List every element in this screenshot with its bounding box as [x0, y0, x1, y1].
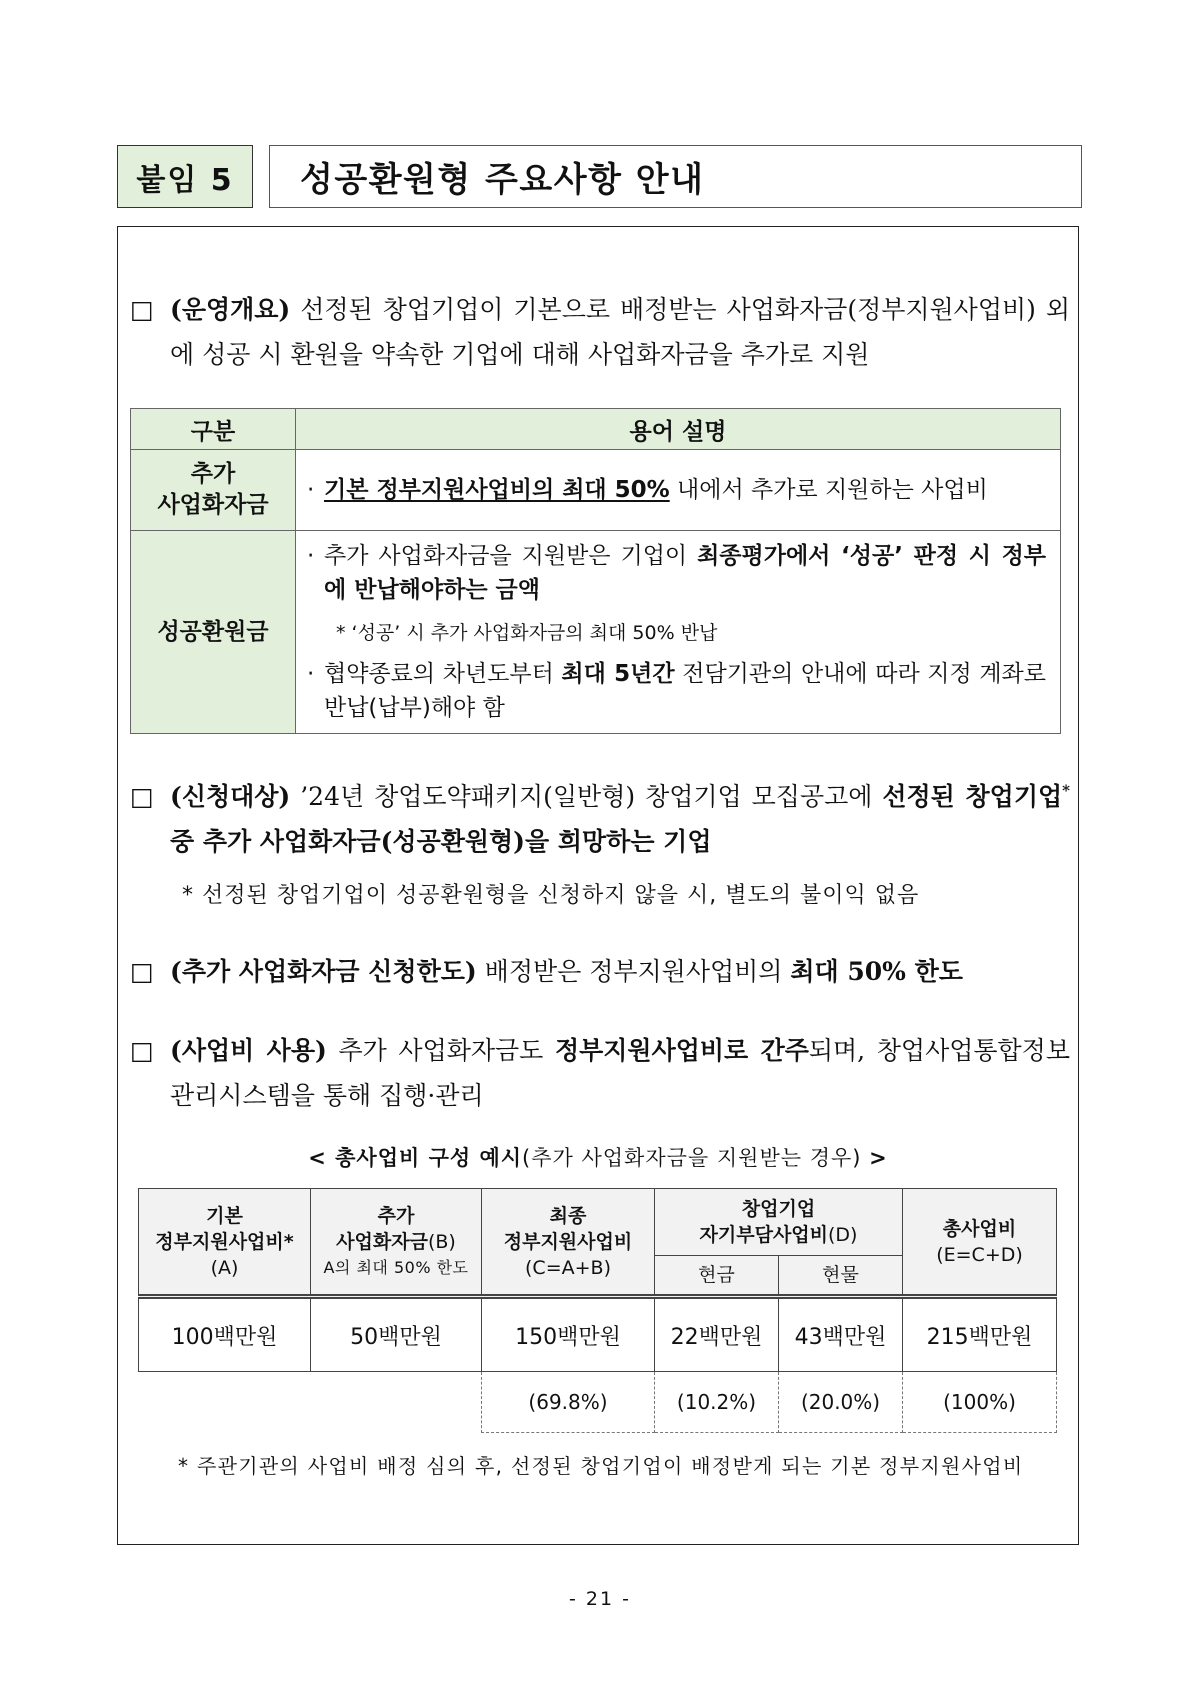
caption-close: >	[869, 1146, 888, 1170]
share-cell: (20.0%)	[779, 1372, 903, 1433]
header-line: (A)	[210, 1256, 239, 1279]
description-text: 내에서 추가로 지원하는 사업비	[669, 477, 988, 503]
eligibility-note: * 선정된 창업기업이 성공환원형을 신청하지 않을 시, 별도의 불이익 없음	[182, 883, 920, 908]
attachment-tag	[117, 145, 253, 208]
limit-label: (추가 사업화자금 신청한도)	[170, 957, 477, 986]
description-item	[307, 539, 1046, 607]
header-cash: 현금	[655, 1256, 779, 1297]
description-item	[307, 473, 1046, 507]
header-line: 정부지원사업비	[503, 1230, 633, 1253]
header-line: 창업기업	[741, 1198, 816, 1220]
description-text: 추가 사업화자금을 지원받은 기업이	[324, 543, 698, 569]
header-line: 정부지원사업비*	[155, 1230, 294, 1253]
term-additional-funds	[131, 450, 296, 531]
usage-emphasis: 정부지원사업비로 간주	[554, 1036, 809, 1065]
description-text: 전담기관의 안내에 따라 지정 계좌로 반납(납부)해야 함	[324, 661, 1046, 721]
eligibility-section	[130, 774, 1070, 864]
dot-bullet-icon: ·	[307, 661, 315, 687]
description-text: 협약종료의 차년도부터	[324, 661, 562, 687]
amount-cell: 215백만원	[903, 1297, 1057, 1372]
dot-bullet-icon: ·	[307, 477, 315, 503]
terms-row-success-return	[131, 531, 1061, 734]
caption-detail: (추가 사업화자금을 지원받는 경우)	[522, 1146, 862, 1170]
amount-cell: 43백만원	[779, 1297, 903, 1372]
limit-text: 배정받은 정부지원사업비의	[484, 957, 791, 986]
square-bullet-icon: □	[130, 295, 154, 324]
description-success-return	[296, 531, 1061, 734]
eligibility-emphasis: 선정된 창업기업	[882, 782, 1063, 811]
share-blank-cell	[139, 1372, 482, 1433]
description-emphasis: 최종평가에서 ‘성공’ 판정 시 정부에 반납해야하는 금액	[324, 543, 1047, 603]
usage-section	[130, 1028, 1070, 1118]
header-in-kind: 현물	[779, 1256, 903, 1297]
terms-header-row	[131, 409, 1061, 450]
amount-cell: 50백만원	[311, 1297, 482, 1372]
header-line: A의 최대 50% 한도	[323, 1257, 469, 1277]
eligibility-label: (신청대상)	[170, 782, 291, 811]
usage-text: 추가 사업화자금도	[338, 1036, 555, 1065]
table-footnote: * 주관기관의 사업비 배정 심의 후, 선정된 창업기업이 배정받게 되는 기본 정부지원사업비	[178, 1454, 1024, 1478]
usage-text: 되며, 창업사업통합정보관리시스템을 통해 집행·관리	[170, 1036, 1070, 1110]
limit-section	[130, 949, 1070, 994]
caption-open: < 총사업비 구성 예시	[308, 1146, 523, 1170]
term-line: 추가	[190, 461, 236, 487]
description-note: * ‘성공’ 시 추가 사업화자금의 최대 50% 반납	[336, 622, 718, 644]
description-emphasis: 최대 5년간	[561, 661, 675, 687]
header-line: (C=A+B)	[525, 1256, 611, 1279]
terms-table	[130, 408, 1061, 734]
share-cell: (100%)	[903, 1372, 1057, 1433]
share-cell: (69.8%)	[482, 1372, 655, 1433]
header-line-main: 자기부담사업비	[699, 1224, 829, 1246]
overview-section	[130, 287, 1070, 377]
header-self-funding	[655, 1189, 903, 1256]
attachment-tag-label: 붙임 5	[136, 162, 234, 198]
limit-emphasis: 최대 50% 한도	[790, 957, 963, 986]
term-line: 사업화자금	[157, 492, 269, 518]
header-line: 기본	[206, 1204, 243, 1227]
header-line-main: 사업화자금	[336, 1230, 428, 1253]
cost-header-row	[139, 1189, 1057, 1256]
cost-example-table	[138, 1188, 1057, 1433]
square-bullet-icon: □	[130, 957, 154, 986]
terms-header-description: 용어 설명	[296, 409, 1061, 450]
amount-cell: 150백만원	[482, 1297, 655, 1372]
description-additional-funds	[296, 450, 1061, 531]
header-additional-funds	[311, 1189, 482, 1297]
description-emphasis: 기본 정부지원사업비의 최대 50%	[324, 477, 670, 503]
header-base-support	[139, 1189, 311, 1297]
overview-text: 선정된 창업기업이 기본으로 배정받는 사업화자금(정부지원사업비) 외에 성공 시 환원을 약속한 기업에 대해 사업화자금을 추가로 지원	[170, 295, 1070, 369]
page-title-box	[269, 145, 1082, 208]
amount-cell: 100백만원	[139, 1297, 311, 1372]
square-bullet-icon: □	[130, 782, 154, 811]
footnote-mark: *	[1062, 781, 1070, 800]
header-total-cost	[903, 1189, 1057, 1297]
description-item	[307, 657, 1046, 725]
terms-header-term: 구분	[131, 409, 296, 450]
header-line	[655, 1222, 902, 1248]
terms-row-additional-funds	[131, 450, 1061, 531]
page-title: 성공환원형 주요사항 안내	[300, 160, 705, 200]
eligibility-text: ’24년 창업도약패키지(일반형) 창업기업 모집공고에	[300, 782, 883, 811]
header-line: 최종	[549, 1204, 587, 1227]
dot-bullet-icon: ·	[307, 543, 315, 569]
share-cell: (10.2%)	[655, 1372, 779, 1433]
usage-label: (사업비 사용)	[170, 1036, 327, 1065]
page-number: - 21 -	[569, 1588, 631, 1610]
square-bullet-icon: □	[130, 1036, 154, 1065]
header-line-suffix: (B)	[427, 1230, 456, 1253]
header-line-suffix: (D)	[828, 1224, 858, 1246]
amount-cell: 22백만원	[655, 1297, 779, 1372]
header-line	[311, 1229, 481, 1255]
cost-share-row	[139, 1372, 1057, 1433]
header-line: (E=C+D)	[936, 1243, 1023, 1266]
term-success-return: 성공환원금	[131, 531, 296, 734]
header-final-support	[482, 1189, 655, 1297]
cost-example-caption	[117, 1142, 1079, 1174]
cost-amount-row	[139, 1297, 1057, 1372]
overview-label: (운영개요)	[170, 295, 291, 324]
eligibility-emphasis: 중 추가 사업화자금(성공환원형)을 희망하는 기업	[170, 827, 712, 856]
header-line: 추가	[377, 1204, 415, 1227]
header-line: 총사업비	[942, 1217, 1017, 1240]
